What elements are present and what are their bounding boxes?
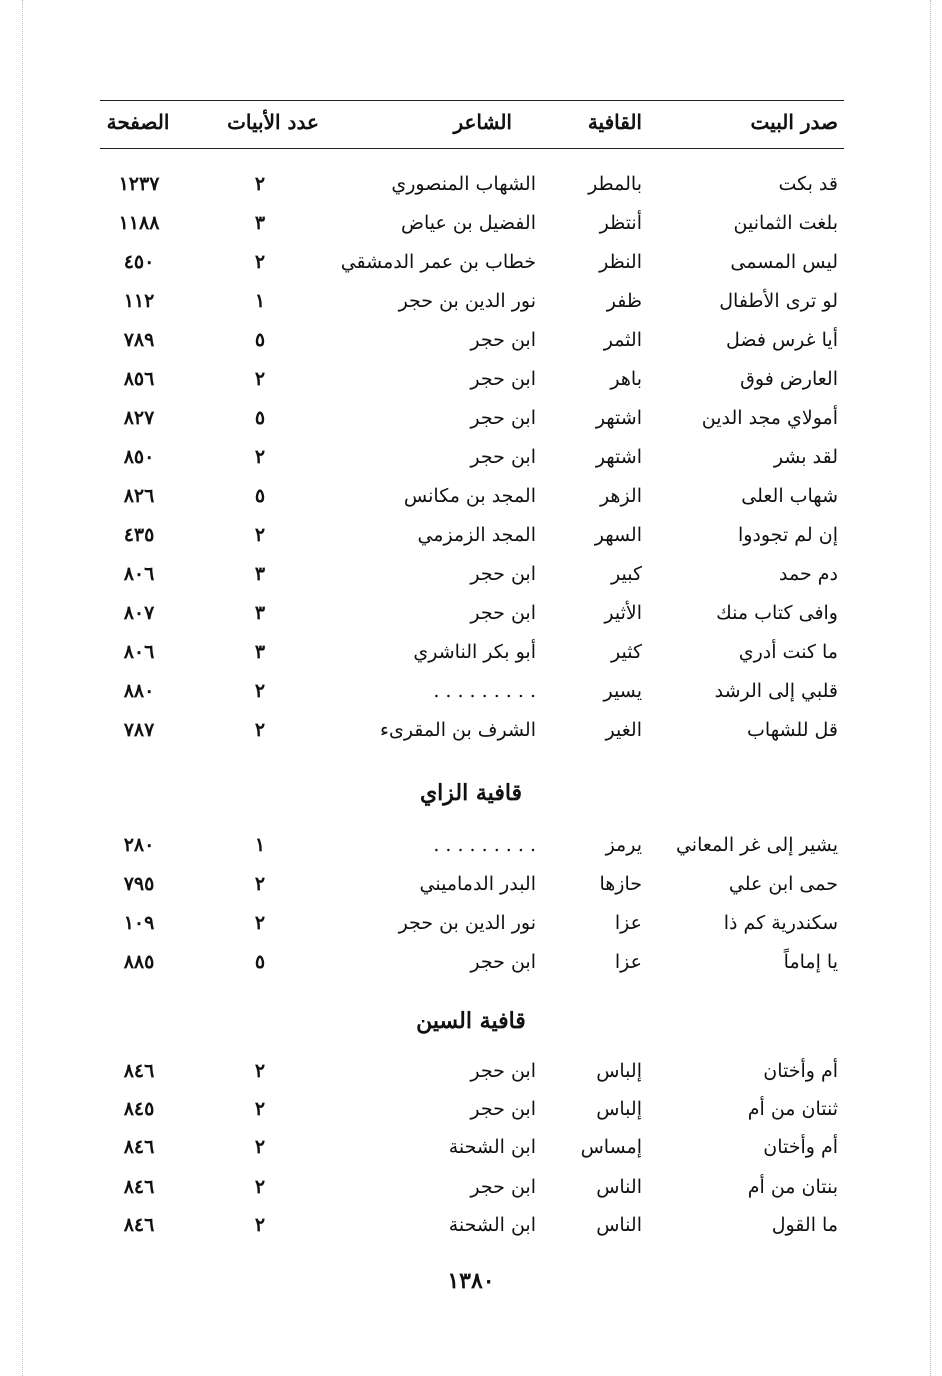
row-page: ٨٤٦: [123, 1214, 155, 1236]
table-row: [0, 516, 942, 554]
row-rhyme: الزهر: [599, 485, 642, 507]
table-header-rule: [100, 148, 844, 149]
table-row: [0, 165, 942, 203]
row-verse: سكندرية كم ذا: [723, 912, 838, 934]
row-page: ٨٥٠: [123, 446, 155, 468]
row-count: ٥: [254, 485, 266, 507]
row-verse: دم حمد: [779, 563, 838, 585]
row-count: ١: [254, 834, 266, 856]
table-row: [0, 555, 942, 593]
row-rhyme: اشتهر: [595, 407, 642, 429]
row-count: ٢: [254, 173, 266, 195]
table-row: [0, 282, 942, 320]
row-page: ٤٣٥: [123, 524, 155, 546]
row-page: ٨٤٦: [123, 1176, 155, 1198]
table-row: [0, 826, 942, 864]
row-count: ٣: [254, 212, 266, 234]
row-verse: بلغت الثمانين: [733, 212, 838, 234]
row-poet: خطاب بن عمر الدمشقي: [340, 251, 536, 273]
row-page: ٨٢٦: [123, 485, 155, 507]
row-rhyme: الناس: [596, 1214, 642, 1236]
table-row: [0, 865, 942, 903]
row-poet: ابن حجر: [470, 563, 536, 585]
row-count: ٥: [254, 407, 266, 429]
row-poet: ابن حجر: [470, 446, 536, 468]
row-rhyme: اشتهر: [595, 446, 642, 468]
table-row: [0, 1090, 942, 1128]
table-row: [0, 321, 942, 359]
row-rhyme: إلباس: [596, 1060, 642, 1082]
row-count: ٢: [254, 251, 266, 273]
row-verse: أمولاي مجد الدين: [701, 407, 838, 429]
row-count: ٢: [254, 1176, 266, 1198]
row-page: ٨٠٦: [123, 641, 155, 663]
row-verse: ما كنت أدري: [738, 641, 838, 663]
row-poet: الشهاب المنصوري: [391, 173, 536, 195]
row-page: ٨٤٦: [123, 1060, 155, 1082]
row-rhyme: عزا: [614, 951, 642, 973]
row-poet: ابن حجر: [470, 1098, 536, 1120]
row-verse: بنتان من أم: [747, 1176, 838, 1198]
row-verse: شهاب العلى: [741, 485, 838, 507]
row-page: ٧٨٩: [123, 329, 155, 351]
row-count: ٥: [254, 951, 266, 973]
table-row: [0, 904, 942, 942]
row-poet: ابن حجر: [470, 1060, 536, 1082]
row-poet: ابن حجر: [470, 602, 536, 624]
row-page: ١٠٩: [123, 912, 155, 934]
row-rhyme: حازها: [599, 873, 642, 895]
row-rhyme: يسير: [603, 680, 642, 702]
table-row: [0, 633, 942, 671]
table-row: [0, 360, 942, 398]
row-poet: ابن الشحنة: [448, 1136, 536, 1158]
row-page: ٨٨٥: [123, 951, 155, 973]
section-title-zay: قافية الزاي: [419, 780, 523, 806]
row-page: ٨٢٧: [123, 407, 155, 429]
row-rhyme: عزا: [614, 912, 642, 934]
row-rhyme: إلباس: [596, 1098, 642, 1120]
table-row: [0, 1128, 942, 1166]
row-verse: ثنتان من أم: [747, 1098, 838, 1120]
row-verse: لو ترى الأطفال: [719, 290, 838, 312]
row-rhyme: الناس: [596, 1176, 642, 1198]
row-count: ٢: [254, 873, 266, 895]
row-verse: قلبي إلى الرشد: [714, 680, 838, 702]
table-row: [0, 399, 942, 437]
row-page: ١١٢: [123, 290, 155, 312]
row-verse: العارض فوق: [740, 368, 838, 390]
row-count: ٣: [254, 602, 266, 624]
table-top-rule: [100, 100, 844, 101]
row-poet: ابن الشحنة: [448, 1214, 536, 1236]
row-rhyme: كبير: [611, 563, 642, 585]
table-header: [0, 103, 942, 141]
row-rhyme: الثمر: [603, 329, 642, 351]
row-verse: وافى كتاب منك: [716, 602, 838, 624]
table-row: [0, 943, 942, 981]
row-rhyme: ظفر: [606, 290, 642, 312]
row-count: ٢: [254, 446, 266, 468]
row-count: ٢: [254, 912, 266, 934]
row-rhyme: يرمز: [605, 834, 642, 856]
row-verse: قد بكت: [778, 173, 838, 195]
header-page: الصفحة: [106, 110, 170, 134]
row-count: ٢: [254, 680, 266, 702]
row-poet: الشرف بن المقرىء: [380, 719, 536, 741]
row-rhyme: النظر: [599, 251, 642, 273]
row-page: ٧٩٥: [123, 873, 155, 895]
table-row: [0, 1168, 942, 1206]
row-rhyme: كثير: [611, 641, 642, 663]
row-rhyme: الغير: [605, 719, 642, 741]
table-row: [0, 204, 942, 242]
table-row: [0, 594, 942, 632]
row-count: ٢: [254, 1060, 266, 1082]
row-verse: ما القول: [771, 1214, 838, 1236]
row-poet: البدر الدماميني: [419, 873, 536, 895]
row-verse: حمى ابن علي: [728, 873, 838, 895]
row-count: ٣: [254, 563, 266, 585]
row-verse: إن لم تجودوا: [737, 524, 838, 546]
row-count: ٢: [254, 1136, 266, 1158]
row-page: ٢٨٠: [123, 834, 155, 856]
row-verse: أم وأختان: [763, 1060, 838, 1082]
row-rhyme: باهر: [610, 368, 642, 390]
row-count: ٢: [254, 1098, 266, 1120]
header-rhyme: القافية: [587, 110, 642, 134]
table-row: [0, 1206, 942, 1244]
row-page: ٨٨٠: [123, 680, 155, 702]
row-poet: الفضيل بن عياض: [401, 212, 536, 234]
row-rhyme: الأثير: [604, 602, 642, 624]
header-verse: صدر البيت: [750, 110, 838, 134]
row-page: ٤٥٠: [123, 251, 155, 273]
row-page: ٨٤٥: [123, 1098, 155, 1120]
row-count: ٥: [254, 329, 266, 351]
table-row: [0, 1052, 942, 1090]
row-poet: أبو بكر الناشري: [413, 641, 536, 663]
row-rhyme: بالمطر: [588, 173, 642, 195]
row-verse: ليس المسمى: [730, 251, 838, 273]
row-count: ٢: [254, 719, 266, 741]
header-count: عدد الأبيات: [227, 110, 319, 134]
row-page: ١٢٣٧: [118, 173, 160, 195]
row-poet: المجد الزمزمي: [417, 524, 536, 546]
row-poet: ابن حجر: [470, 951, 536, 973]
row-verse: قل للشهاب: [747, 719, 838, 741]
row-poet: نور الدين بن حجر: [398, 290, 536, 312]
header-poet: الشاعر: [453, 110, 512, 134]
row-rhyme: أنتظر: [599, 212, 642, 234]
row-poet: المجد بن مكانس: [403, 485, 536, 507]
section-title-sin: قافية السين: [416, 1008, 526, 1034]
row-poet: ابن حجر: [470, 1176, 536, 1198]
row-count: ٢: [254, 368, 266, 390]
table-row: [0, 711, 942, 749]
row-rhyme: إمساس: [580, 1136, 642, 1158]
row-page: ٨٠٦: [123, 563, 155, 585]
row-verse: لقد بشر: [773, 446, 838, 468]
row-rhyme: السهر: [594, 524, 642, 546]
row-verse: أم وأختان: [763, 1136, 838, 1158]
table-row: [0, 438, 942, 476]
row-poet: . . . . . . . . .: [433, 834, 536, 856]
table-row: [0, 477, 942, 515]
row-page: ٨٠٧: [123, 602, 155, 624]
row-count: ٢: [254, 524, 266, 546]
row-page: ١١٨٨: [118, 212, 160, 234]
row-page: ٧٨٧: [123, 719, 155, 741]
table-row: [0, 243, 942, 281]
row-verse: أيا غرس فضل: [726, 329, 838, 351]
row-verse: يشير إلى غر المعاني: [675, 834, 838, 856]
row-count: ٢: [254, 1214, 266, 1236]
row-count: ٣: [254, 641, 266, 663]
row-page: ٨٥٦: [123, 368, 155, 390]
row-poet: ابن حجر: [470, 329, 536, 351]
page-number: ١٣٨٠: [447, 1268, 495, 1294]
table-row: [0, 672, 942, 710]
row-count: ١: [254, 290, 266, 312]
row-poet: . . . . . . . . .: [433, 680, 536, 702]
row-page: ٨٤٦: [123, 1136, 155, 1158]
row-poet: نور الدين بن حجر: [398, 912, 536, 934]
row-poet: ابن حجر: [470, 407, 536, 429]
row-poet: ابن حجر: [470, 368, 536, 390]
row-verse: يا إماماً: [783, 951, 838, 973]
